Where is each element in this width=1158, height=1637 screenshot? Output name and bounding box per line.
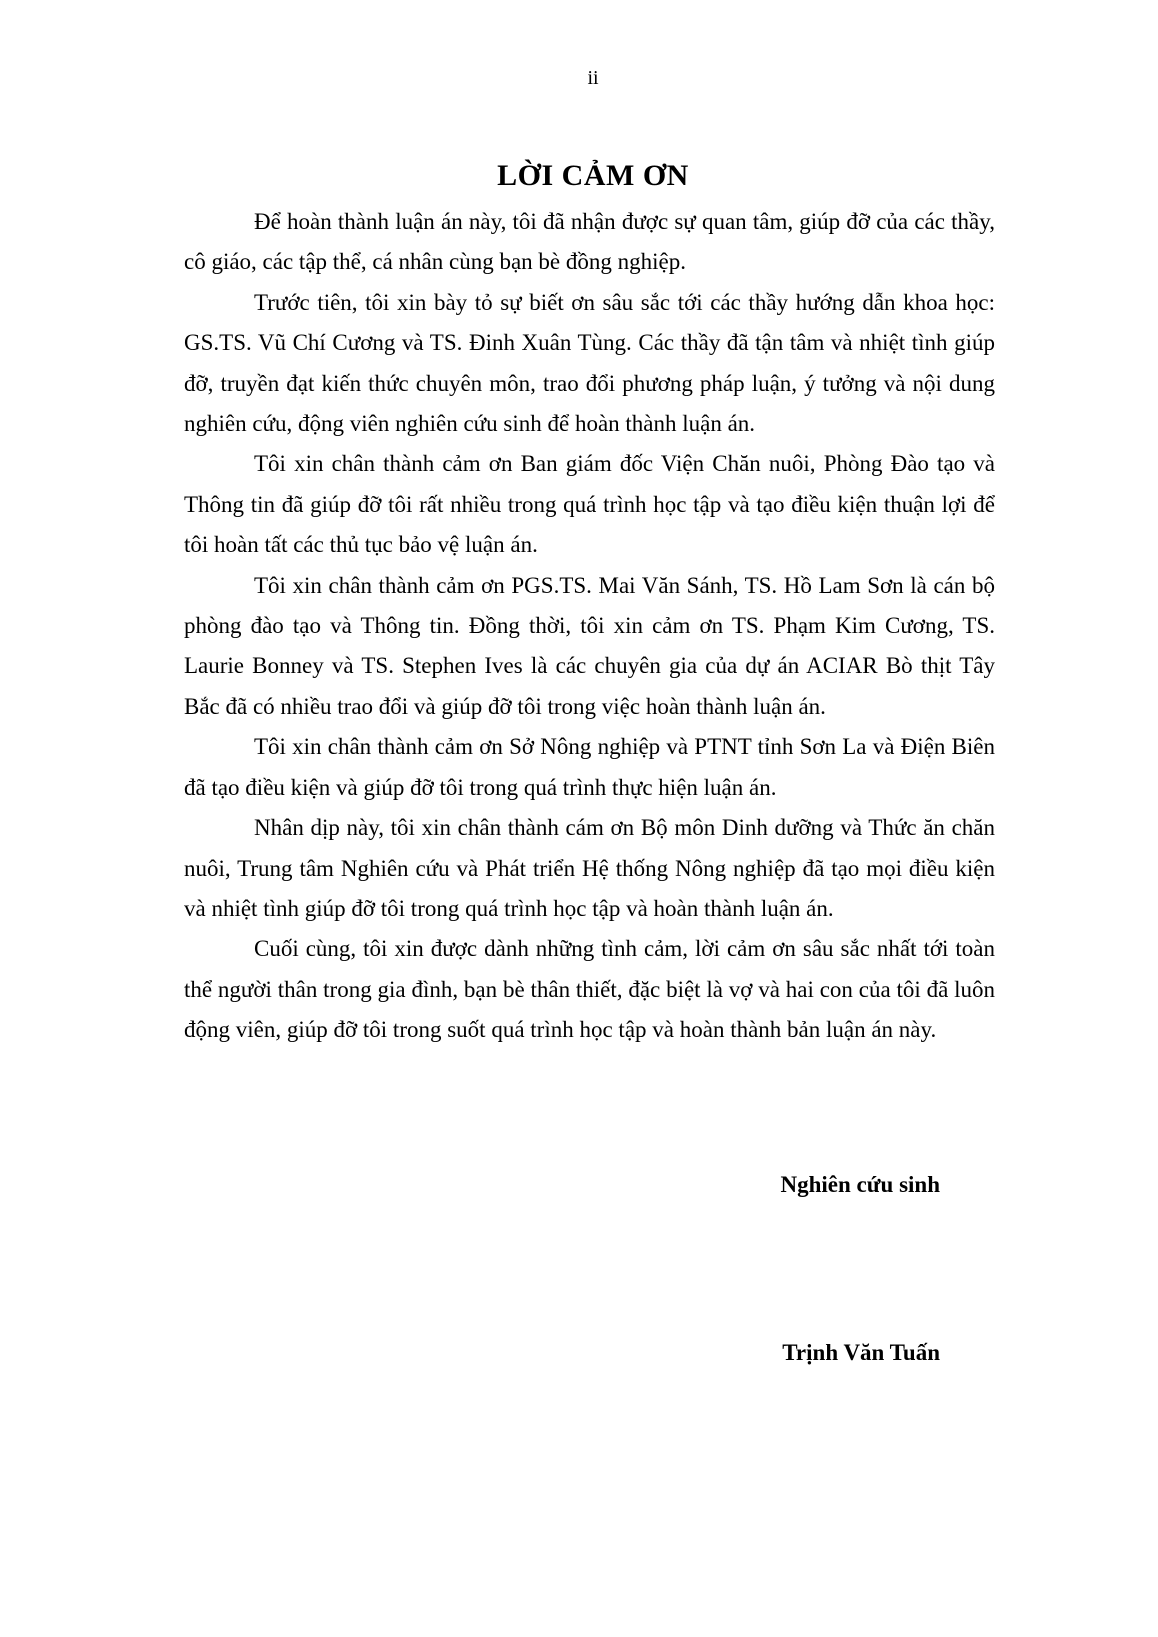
- paragraph-4: Tôi xin chân thành cảm ơn PGS.TS. Mai Văn Sánh, TS. Hồ Lam Sơn là cán bộ phòng đào tạo và Thông tin. Đồng thời, tôi xin cảm ơn TS. Phạm Kim Cương, TS. Laurie Bonney và TS. Stephen Ives là các chuyên gia của dự án ACIAR Bò thịt Tây Bắc đã có nhiều trao đổi và giúp đỡ tôi trong việc hoàn thành luận án.: [184, 572, 995, 719]
- acknowledgement-body: [184, 202, 995, 1051]
- paragraph-6: Nhân dịp này, tôi xin chân thành cám ơn Bộ môn Dinh dưỡng và Thức ăn chăn nuôi, Trung tâm Nghiên cứu và Phát triển Hệ thống Nông nghiệp đã tạo mọi điều kiện và nhiệt tình giúp đỡ tôi trong quá trình học tập và hoàn thành luận án.: [184, 815, 995, 921]
- page-number: ii: [587, 67, 599, 89]
- paragraph-1: Để hoàn thành luận án này, tôi đã nhận được sự quan tâm, giúp đỡ của các thầy, cô giáo, các tập thể, cá nhân cùng bạn bè đồng nghiệp.: [184, 209, 995, 275]
- paragraph-3: Tôi xin chân thành cảm ơn Ban giám đốc Viện Chăn nuôi, Phòng Đào tạo và Thông tin đã giúp đỡ tôi rất nhiều trong quá trình học tập và tạo điều kiện thuận lợi để tôi hoàn tất các thủ tục bảo vệ luận án.: [184, 451, 995, 558]
- signer-role: Nghiên cứu sinh: [780, 1172, 940, 1197]
- signer-name: Trịnh Văn Tuấn: [782, 1340, 940, 1365]
- paragraph-7: Cuối cùng, tôi xin được dành những tình cảm, lời cảm ơn sâu sắc nhất tới toàn thể người thân trong gia đình, bạn bè thân thiết, đặc biệt là vợ và hai con của tôi đã luôn động viên, giúp đỡ tôi trong suốt quá trình học tập và hoàn thành bản luận án này.: [184, 936, 995, 1043]
- paragraph-2: Trước tiên, tôi xin bày tỏ sự biết ơn sâu sắc tới các thầy hướng dẫn khoa học: GS.TS. Vũ Chí Cương và TS. Đinh Xuân Tùng. Các thầy đã tận tâm và nhiệt tình giúp đỡ, truyền đạt kiến thức chuyên môn, trao đổi phương pháp luận, ý tưởng và nội dung nghiên cứu, động viên nghiên cứu sinh để hoàn thành luận án.: [184, 289, 995, 437]
- paragraph-5: Tôi xin chân thành cảm ơn Sở Nông nghiệp và PTNT tỉnh Sơn La và Điện Biên đã tạo điều kiện và giúp đỡ tôi trong quá trình thực hiện luận án.: [184, 734, 995, 800]
- page-title: LỜI CẢM ƠN: [497, 159, 689, 192]
